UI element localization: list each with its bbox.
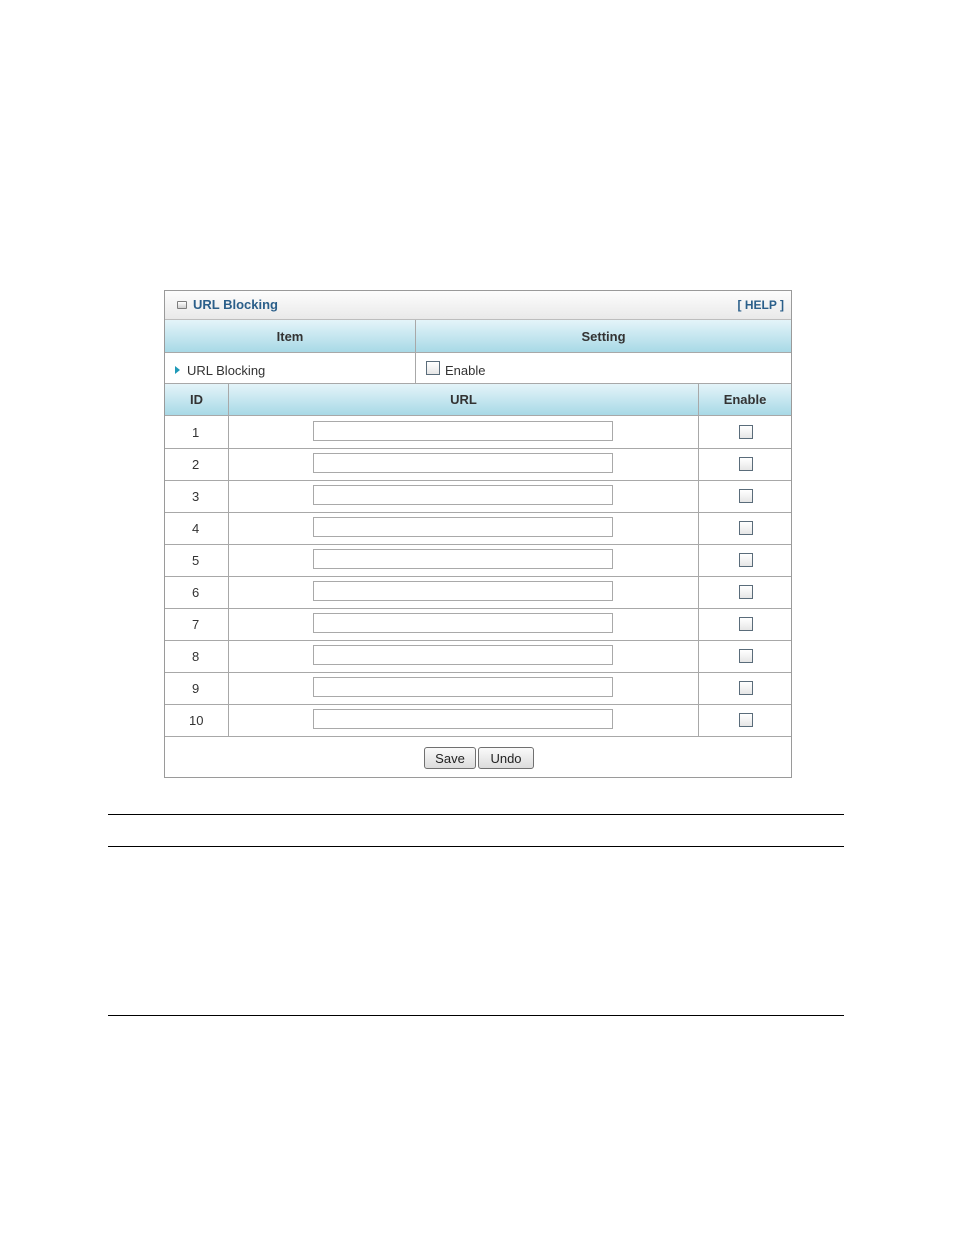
row-enable-checkbox[interactable] — [739, 713, 753, 727]
column-header-enable: Enable — [699, 384, 791, 415]
panel-title: URL Blocking — [193, 297, 278, 312]
divider — [165, 352, 791, 353]
url-blocking-enable-label: Enable — [445, 363, 486, 378]
column-header-url: URL — [229, 384, 698, 415]
row-divider — [165, 608, 791, 609]
row-enable-checkbox[interactable] — [739, 649, 753, 663]
row-divider — [165, 512, 791, 513]
url-input[interactable] — [313, 677, 613, 697]
row-divider — [165, 640, 791, 641]
help-link[interactable]: [ HELP ] — [737, 298, 784, 312]
row-divider — [165, 480, 791, 481]
row-divider — [165, 736, 791, 737]
url-input[interactable] — [313, 485, 613, 505]
row-enable-checkbox[interactable] — [739, 425, 753, 439]
header-item: Item — [165, 320, 415, 352]
header-setting: Setting — [416, 320, 791, 352]
url-input[interactable] — [313, 421, 613, 441]
row-id: 1 — [192, 425, 200, 440]
row-enable-checkbox[interactable] — [739, 489, 753, 503]
row-id: 3 — [192, 489, 200, 504]
row-divider — [165, 544, 791, 545]
divider — [228, 384, 229, 737]
row-id: 9 — [192, 681, 200, 696]
row-id: 6 — [192, 585, 200, 600]
row-divider — [165, 448, 791, 449]
url-input[interactable] — [313, 453, 613, 473]
divider — [698, 384, 699, 737]
save-button[interactable]: Save — [424, 747, 476, 769]
arrow-right-icon — [175, 366, 180, 374]
row-enable-checkbox[interactable] — [739, 585, 753, 599]
row-divider — [165, 672, 791, 673]
row-id: 10 — [189, 713, 204, 728]
horizontal-rule — [108, 846, 844, 847]
column-header-id: ID — [165, 384, 228, 415]
url-input[interactable] — [313, 549, 613, 569]
row-enable-checkbox[interactable] — [739, 617, 753, 631]
horizontal-rule — [108, 814, 844, 815]
panel-title-bar — [165, 291, 791, 320]
row-enable-checkbox[interactable] — [739, 521, 753, 535]
url-blocking-enable-checkbox[interactable] — [426, 361, 440, 375]
undo-button[interactable]: Undo — [478, 747, 534, 769]
row-id: 5 — [192, 553, 200, 568]
row-id: 4 — [192, 521, 200, 536]
row-enable-checkbox[interactable] — [739, 553, 753, 567]
row-id: 2 — [192, 457, 200, 472]
window-icon — [177, 301, 187, 309]
url-blocking-panel — [164, 290, 792, 778]
row-enable-checkbox[interactable] — [739, 681, 753, 695]
divider — [165, 415, 791, 416]
url-input[interactable] — [313, 517, 613, 537]
url-input[interactable] — [313, 709, 613, 729]
url-input[interactable] — [313, 581, 613, 601]
row-enable-checkbox[interactable] — [739, 457, 753, 471]
row-id: 8 — [192, 649, 200, 664]
row-divider — [165, 576, 791, 577]
horizontal-rule — [108, 1015, 844, 1016]
row-divider — [165, 704, 791, 705]
url-input[interactable] — [313, 613, 613, 633]
url-input[interactable] — [313, 645, 613, 665]
row-id: 7 — [192, 617, 200, 632]
url-blocking-label: URL Blocking — [187, 363, 266, 378]
